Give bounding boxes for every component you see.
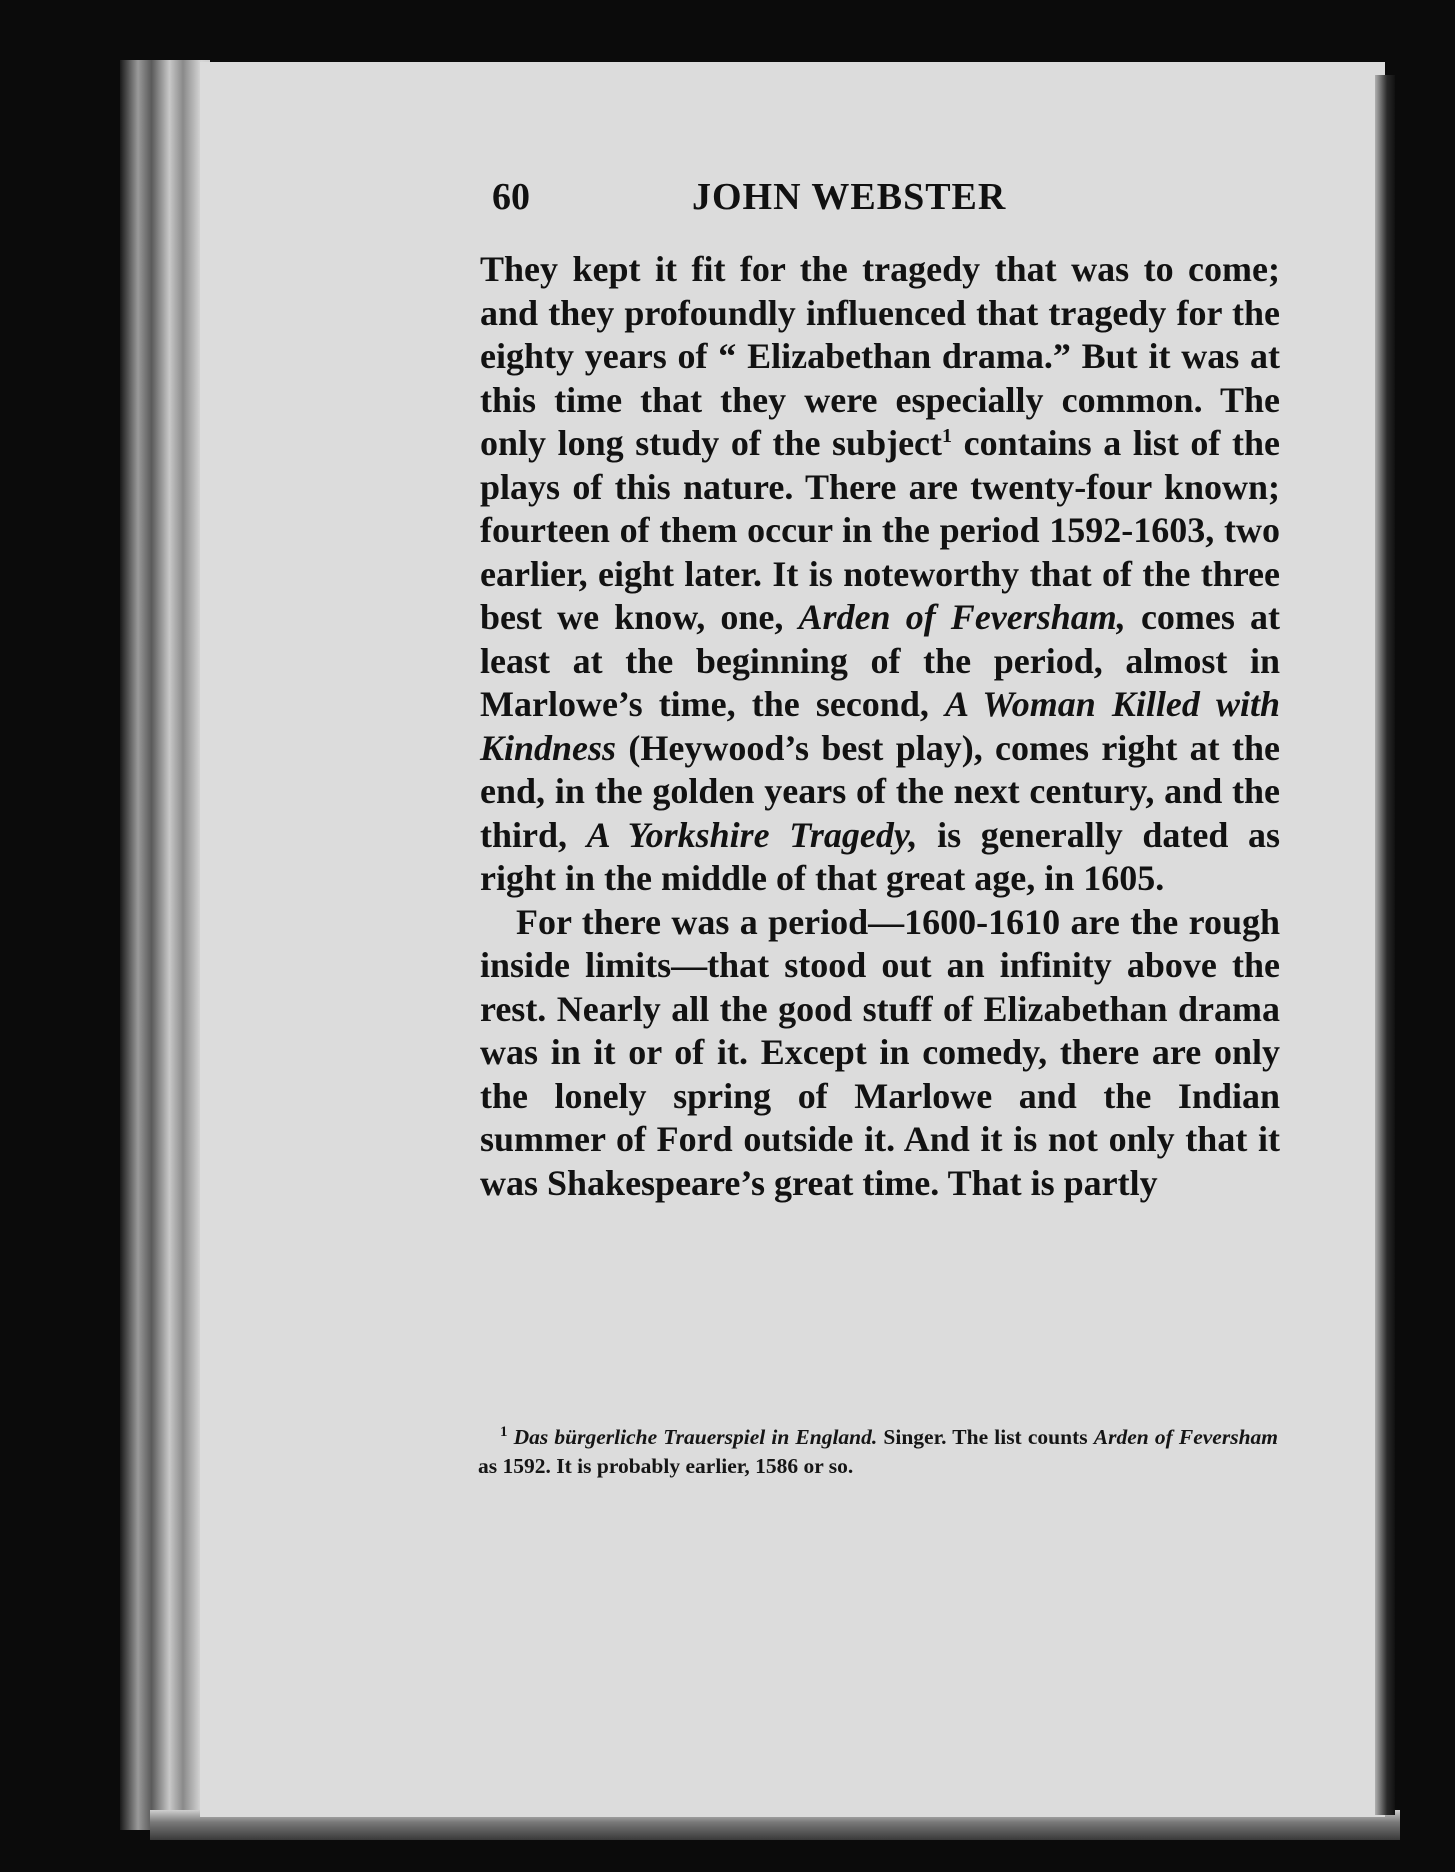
paragraph-2: For there was a period—1600-1610 are the rough inside limits—that stood out an infinity above the rest. Nearly all the good stuff of Elizabethan drama was in it or of it. Except in comedy, there are only the lonely spring of Marlowe and the Indian summer of Ford outside it. And it is not only that it was Shakespeare’s great time. That is partly [480, 901, 1280, 1203]
paragraph-1 [480, 248, 1280, 901]
paragraph-1-text-d: (Heywood’s best play), comes right at the end, in the golden years of the next century, and the third, [480, 727, 1280, 855]
running-head-title: JOHN WEBSTER [692, 176, 1007, 218]
page-header [492, 175, 1292, 225]
footnote-title-2: Arden of Feversham [1093, 1425, 1279, 1449]
play-title-woman-killed: A Woman Killed with Kindness [480, 684, 1280, 768]
play-title-arden: Arden of Feversham, [798, 597, 1126, 637]
footnote-text [478, 1423, 1278, 1481]
book-page-edges-left [120, 60, 210, 1830]
play-title-yorkshire: A Yorkshire Tragedy, [586, 814, 918, 855]
footnote-marker: 1 [500, 1423, 508, 1440]
page-number: 60 [492, 176, 530, 218]
footnote-title-1: Das bürgerliche Trauerspiel in England. [513, 1425, 878, 1449]
paragraph-1-text-b: contains a list of the plays of this nature. There are twenty-four known; fourteen of them occur in the period 1592-1603, two earlier, eight later. It is noteworthy that of the three best we know, one, [480, 423, 1280, 637]
body-text [480, 248, 1280, 1205]
footnote [478, 1423, 1278, 1481]
footnote-text-1: Singer. The list counts [877, 1425, 1094, 1449]
paragraph-1-text-e: is generally dated as right in the middle of that great age, in 1605. [480, 814, 1280, 898]
footnote-reference: 1 [942, 425, 953, 447]
paragraph-1-text-c: comes at least at the beginning of the period, almost in Marlowe’s time, the second, [480, 597, 1281, 724]
paragraph-1-text-a: They kept it fit for the tragedy that was to come; and they profoundly influenced that tragedy for the eighty years of “ Elizabethan drama.” But it was at this time that they were especially common. The only long study of the subject [480, 249, 1280, 463]
book-page-edge-right [1375, 75, 1395, 1815]
footnote-text-2: as 1592. It is probably earlier, 1586 or so. [478, 1454, 854, 1478]
